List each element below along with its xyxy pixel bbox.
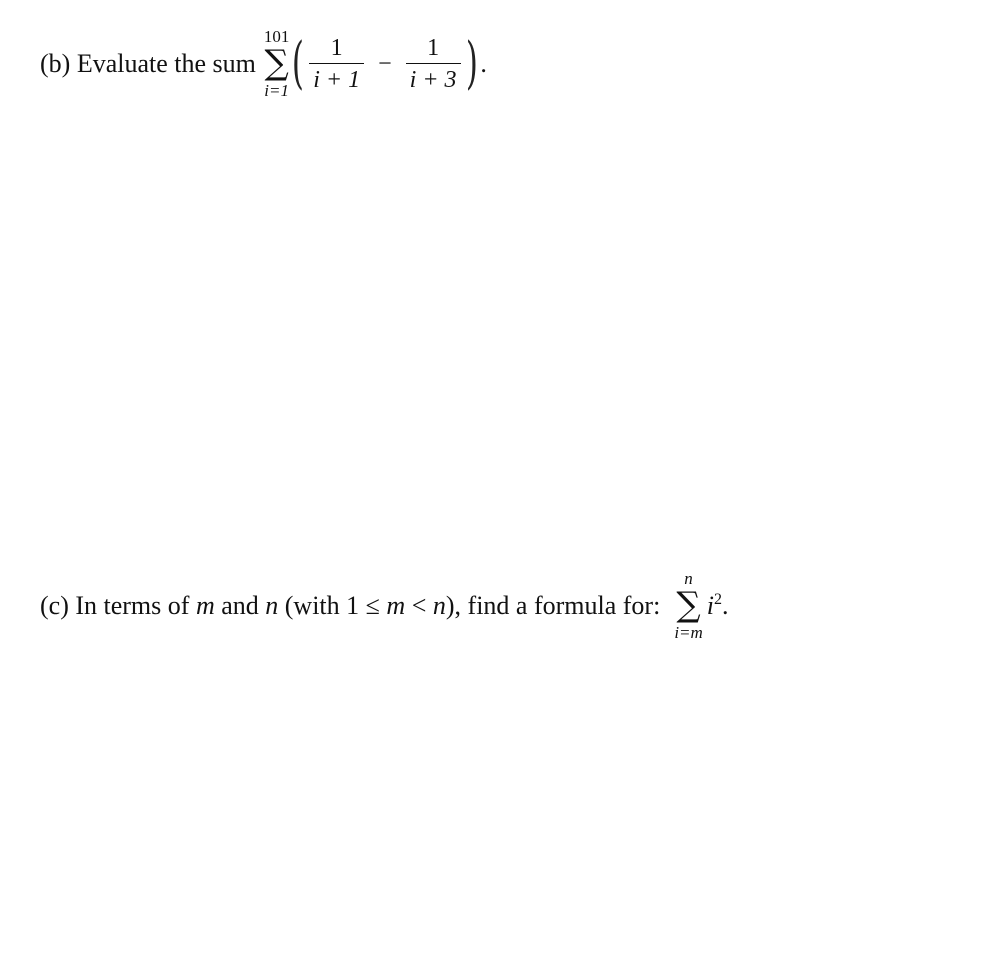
- summand: [707, 592, 729, 619]
- sigma-icon: ∑: [676, 585, 701, 625]
- summation-c: [674, 570, 702, 641]
- left-paren: (: [292, 30, 305, 96]
- summand-exponent: 2: [714, 591, 723, 608]
- fraction-2: [406, 36, 461, 92]
- part-c-prompt: [40, 590, 661, 620]
- right-paren: ): [465, 30, 478, 96]
- var-m: m: [195, 590, 215, 620]
- summation-b: [264, 28, 290, 99]
- var-n: n: [265, 590, 279, 620]
- problem-part-b: [40, 28, 487, 99]
- sum-upper-limit-c: n: [684, 569, 693, 588]
- part-b-row: [40, 28, 487, 99]
- summand-base: i: [706, 591, 715, 620]
- fraction-2-numerator: 1: [427, 34, 440, 61]
- sigma-icon: ∑: [264, 43, 289, 83]
- sum-upper-limit-b: 101: [263, 27, 290, 46]
- part-c-period: .: [722, 591, 729, 620]
- part-c-row: [40, 570, 729, 641]
- problem-part-c: [40, 570, 729, 641]
- var-n-2: n: [432, 590, 446, 620]
- fraction-1-denominator: i + 1: [313, 66, 361, 93]
- part-c-text-3: (with 1 ≤: [278, 590, 387, 620]
- part-c-text-2: and: [214, 590, 266, 620]
- var-m-2: m: [386, 590, 406, 620]
- minus-sign: −: [378, 50, 392, 77]
- fraction-2-denominator: i + 3: [409, 66, 457, 93]
- part-c-text-4: <: [405, 590, 433, 620]
- part-c-text-1: (c) In terms of: [40, 590, 196, 620]
- part-c-text-5: ), find a formula for:: [445, 590, 661, 620]
- part-b-period: .: [480, 48, 487, 78]
- part-b-prompt: (b) Evaluate the sum: [40, 48, 256, 78]
- fraction-1: [309, 36, 364, 92]
- sum-lower-limit-c: i=m: [674, 623, 703, 642]
- fraction-1-numerator: 1: [330, 34, 343, 61]
- sum-lower-limit-b: i=1: [264, 81, 289, 100]
